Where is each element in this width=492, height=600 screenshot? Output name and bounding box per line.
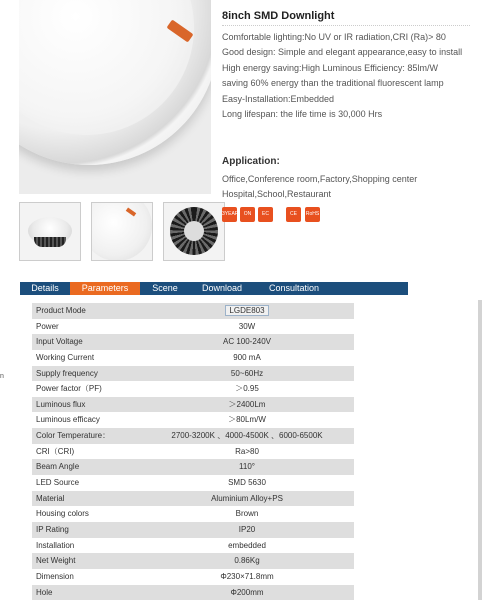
param-key: Installation bbox=[36, 540, 75, 550]
param-key: Power bbox=[36, 321, 59, 331]
param-value: Ra>80 bbox=[235, 446, 259, 456]
parameters-table bbox=[32, 303, 354, 600]
param-key: Beam Angle bbox=[36, 462, 80, 472]
param-value: Brown bbox=[235, 509, 259, 519]
param-key: Product Mode bbox=[36, 306, 86, 315]
thumbnail-2[interactable] bbox=[91, 202, 153, 261]
tab-scene[interactable]: Scene bbox=[152, 283, 178, 293]
param-key: Input Voltage bbox=[36, 337, 83, 347]
param-key: Hole bbox=[36, 587, 53, 597]
param-value: embedded bbox=[228, 540, 266, 550]
table-row bbox=[32, 303, 354, 319]
table-row bbox=[32, 459, 354, 475]
thumbnail-3[interactable] bbox=[163, 202, 225, 261]
param-key: Luminous flux bbox=[36, 399, 86, 409]
left-text-fragment: n bbox=[0, 373, 4, 380]
param-key: Material bbox=[36, 493, 65, 503]
tab-download[interactable]: Download bbox=[201, 283, 243, 293]
param-key: Dimension bbox=[36, 571, 74, 581]
param-key: CRI（CRI) bbox=[36, 446, 75, 456]
application-line: Office,Conference room,Factory,Shopping center bbox=[222, 174, 418, 184]
param-key: Color Temperature： bbox=[36, 431, 111, 441]
param-key: Power factor（PF) bbox=[36, 384, 102, 394]
scrollbar[interactable] bbox=[478, 300, 482, 600]
param-key: Housing colors bbox=[36, 509, 89, 519]
param-value: 0.86Kg bbox=[234, 556, 260, 566]
product-main-image bbox=[19, 0, 211, 194]
table-row bbox=[32, 553, 354, 569]
application-heading: Application: bbox=[222, 156, 280, 167]
table-row bbox=[32, 350, 354, 366]
thumbnail-1[interactable] bbox=[19, 202, 81, 261]
table-row bbox=[32, 366, 354, 382]
tab-bar bbox=[20, 282, 408, 295]
tab-details[interactable]: Details bbox=[31, 283, 59, 293]
table-row bbox=[32, 334, 354, 350]
table-row bbox=[32, 522, 354, 538]
description-line: saving 60% energy than the traditional fluorescent lamp bbox=[222, 78, 444, 89]
param-key: Luminous efficacy bbox=[36, 415, 100, 425]
table-row bbox=[32, 585, 354, 600]
description-line: Good design: Simple and elegant appearance,easy to install bbox=[222, 47, 463, 58]
table-row bbox=[32, 319, 354, 335]
param-value: AC 100-240V bbox=[222, 337, 272, 347]
application-text bbox=[222, 172, 480, 202]
rohs-icon: RoHS bbox=[305, 207, 320, 222]
param-key: LED Source bbox=[36, 478, 80, 488]
param-key: Working Current bbox=[36, 352, 95, 362]
application-line: Hospital,School,Restaurant bbox=[222, 189, 332, 199]
product-title: 8inch SMD Downlight bbox=[222, 10, 335, 22]
table-row bbox=[32, 491, 354, 507]
ce-icon: CE bbox=[286, 207, 301, 222]
power-icon: ON bbox=[240, 207, 255, 222]
param-value: 30W bbox=[238, 321, 256, 331]
description-line: Easy-Installation:Embedded bbox=[222, 93, 335, 104]
param-value: 50~60Hz bbox=[230, 368, 264, 378]
table-row bbox=[32, 506, 354, 522]
description-line: Comfortable lighting:No UV or IR radiation,CRI (Ra)> 80 bbox=[222, 32, 446, 42]
table-row bbox=[32, 475, 354, 491]
table-row bbox=[32, 381, 354, 397]
param-value: ＞0.95 bbox=[235, 384, 259, 394]
param-value: Φ200mm bbox=[230, 587, 264, 597]
table-row bbox=[32, 397, 354, 413]
param-value: SMD 5630 bbox=[228, 478, 266, 488]
description-line: Long lifespan: the life time is 30,000 Hrs bbox=[222, 109, 383, 120]
param-value: Φ230×71.8mm bbox=[220, 571, 274, 581]
tab-consultation[interactable]: Consultation bbox=[268, 283, 320, 293]
param-value: LGDE803 bbox=[172, 303, 322, 319]
param-key: Supply frequency bbox=[36, 368, 98, 378]
param-value: ＞2400Lm bbox=[228, 399, 266, 409]
table-row bbox=[32, 569, 354, 585]
table-row bbox=[32, 428, 354, 444]
product-description bbox=[222, 30, 480, 122]
param-value: Aluminium Alloy+PS bbox=[211, 493, 283, 503]
table-row bbox=[32, 444, 354, 460]
param-value: IP20 bbox=[238, 524, 256, 534]
param-key: Net Weight bbox=[36, 556, 76, 566]
3-year-warranty-icon: 3YEAR bbox=[222, 207, 237, 222]
table-row bbox=[32, 538, 354, 554]
title-divider bbox=[222, 25, 470, 26]
param-value: 110° bbox=[239, 462, 255, 472]
param-value: 900 mA bbox=[233, 352, 261, 362]
param-value: 2700-3200K 、4000-4500K 、6000-6500K bbox=[171, 431, 323, 441]
param-key: IP Rating bbox=[36, 524, 69, 534]
tab-parameters[interactable]: Parameters bbox=[70, 282, 140, 295]
table-row bbox=[32, 412, 354, 428]
plug-icon: EC bbox=[258, 207, 273, 222]
param-value: ＞80Lm/W bbox=[228, 415, 266, 425]
description-line: High energy saving:High Luminous Efficiency: 85lm/W bbox=[222, 62, 438, 73]
